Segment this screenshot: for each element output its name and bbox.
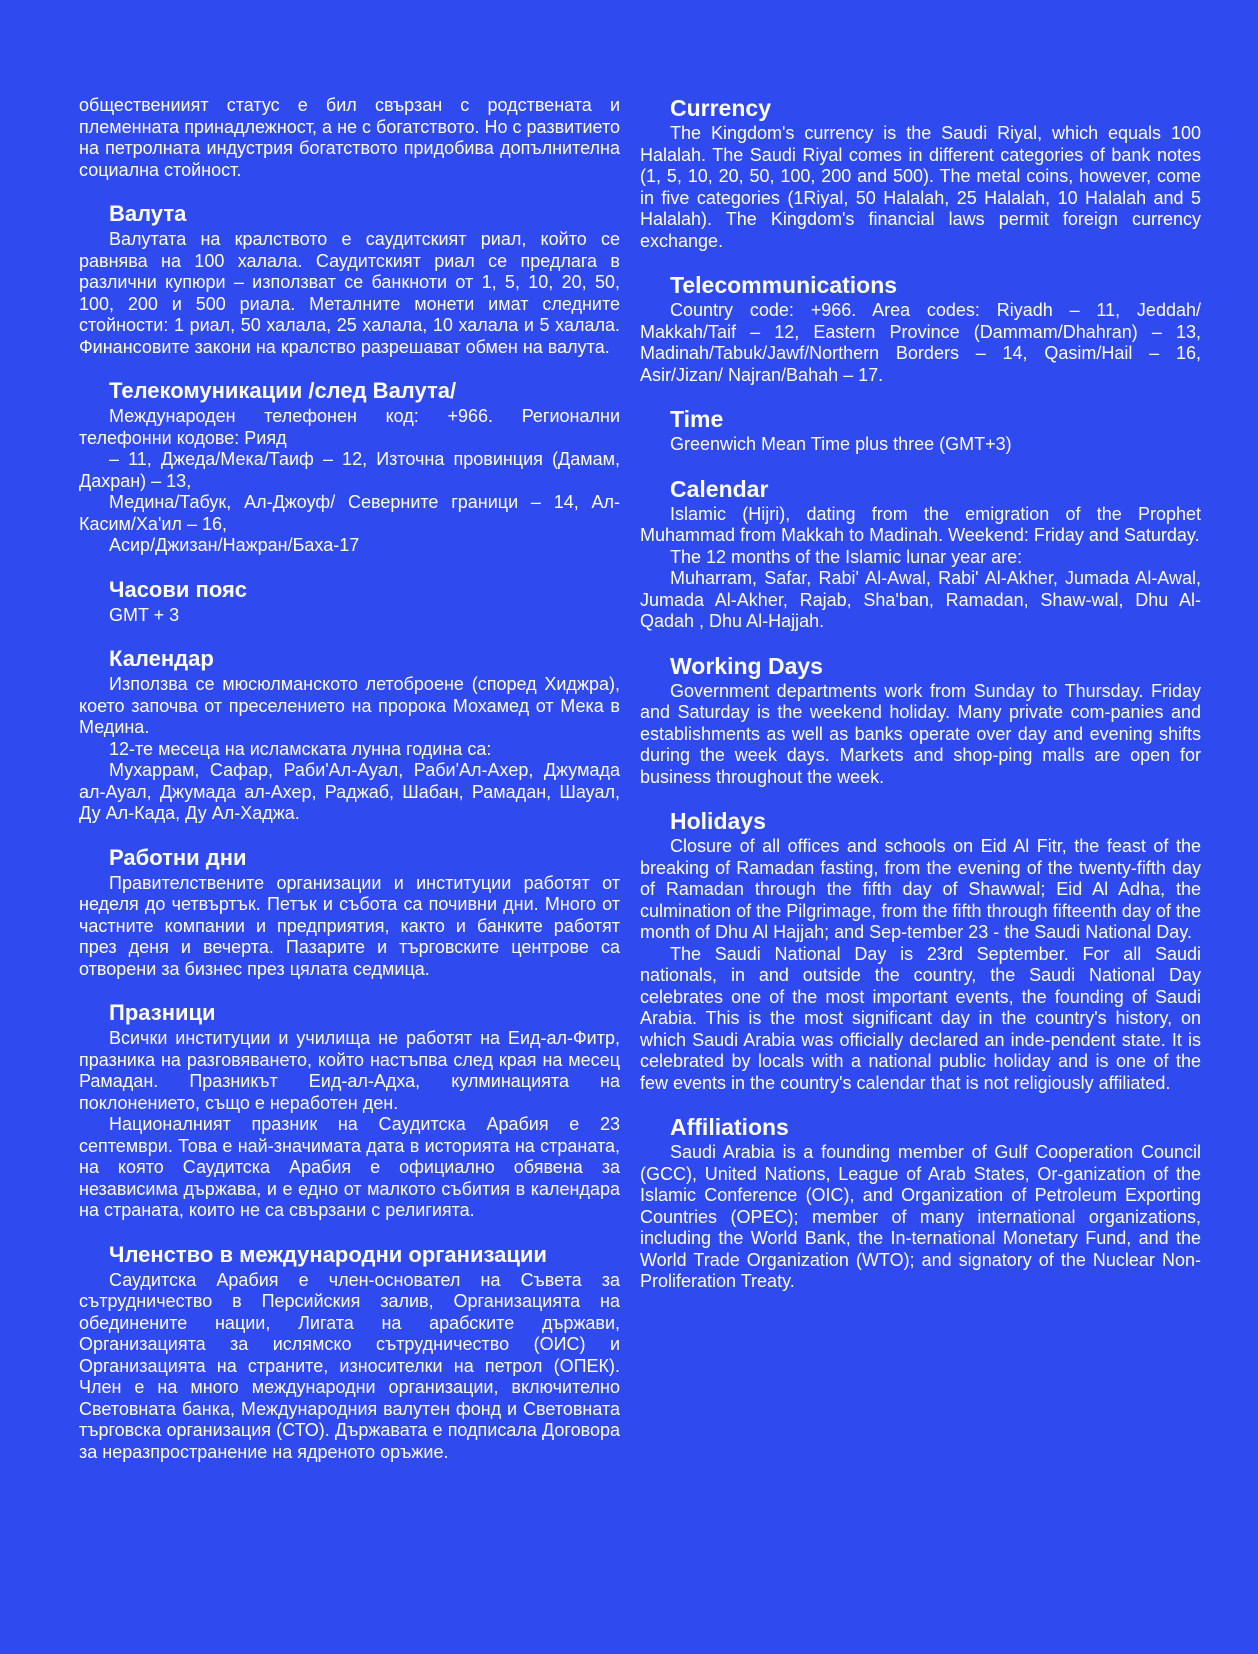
section-paragraph: Международен телефонен код: +966. Регионални телефонни кодове: Рияд [79,406,620,448]
section-calendar-bg [79,646,620,825]
section-paragraph: Медина/Табук, Ал-Джоуф/ Северните граници – 14, Ал-Касим/Ха'ил – 16, [79,492,620,534]
section-paragraph: 12-те месеца на исламската лунна година са: [109,738,492,759]
section-affiliations-en [640,1114,1201,1293]
section-paragraph: GMT + 3 [109,604,180,625]
bulgarian-column [79,95,620,1483]
section-title: Working Days [670,652,823,679]
section-currency-bg [79,201,620,358]
section-title: Календар [109,646,214,671]
section-calendar-en [640,476,1201,633]
section-title: Валута [109,201,187,226]
section-title: Affiliations [670,1114,789,1140]
section-title: Празници [109,1000,216,1025]
section-paragraph: Greenwich Mean Time plus three (GMT+3) [670,434,1012,454]
section-title: Calendar [670,475,769,502]
section-currency-en [640,95,1201,252]
section-affiliations-bg [79,1242,620,1464]
section-paragraph: Saudi Arabia is a founding member of Gulf Cooperation Council (GCC), United Nations, League of Arab States, Or-ganization of the Islamic Conference (OIC), and Organization of Petroleum Exporting Countries (OPEC); member of many international organizations, including the World Bank, the In-ternational Monetary Fund, and the World Trade Organization (WTO); and signatory of the Nuclear Non-Proliferation Treaty. [640,1142,1201,1291]
section-title: Currency [670,95,771,121]
intro-paragraph: обществениият статус е бил свързан с родствената и племенната принадлежност, а не с богатството. Но с развитието на петролната индустрия богатството придобива допълнителна социална стойност. [79,95,620,180]
section-holidays-en [640,808,1201,1094]
section-paragraph: The Saudi National Day is 23rd September. For all Saudi nationals, in and outside the country, the Saudi National Day celebrates one of the most important events, the founding of Saudi Arabia. This is the most significant day in the country's history, on which Saudi Arabia was officially declared an inde-pendent state. It is celebrated by locals with a national public holiday and is one of the few events in the country's calendar that is not religiously affiliated. [640,943,1201,1093]
section-paragraph: Валутата на кралството е саудитският риал, който се равнява на 100 халала. Саудитският риал се предлага в различни купюри – използват се банкноти от 1, 5, 10, 20, 50, 100, 200 и 500 риала. Металните монети имат следните стойности: 1 риал, 50 халала, 25 халала, 10 халала и 5 халала. Финансовите закони на кралство разрешават обмен на валута. [79,229,620,357]
section-title: Работни дни [109,844,247,870]
section-paragraph: The 12 months of the Islamic lunar year are: [670,546,1023,567]
section-paragraph: Closure of all offices and schools on Eid Al Fitr, the feast of the breaking of Ramadan fasting, from the evening of the twenty-fifth day of Ramadan through the fifth day of Shawwal; Eid Al Adha, the culmination of the Pilgrimage, from the fifth through fifteenth day of the month of Dhu Al Hajjah; and Sep-tember 23 - the Saudi National Day. [640,836,1201,942]
section-time-bg [79,577,620,627]
section-paragraph: Всички институции и училища не работят на Еид-ал-Фитр, празника на разговяването, който настъпва след края на месец Рамадан. Празникът Еид-ал-Адха, кулминацията на поклонението, също е неработен ден. [79,1028,620,1113]
section-paragraph: Асир/Джизан/Нажран/Баха-17 [109,535,360,555]
section-paragraph: Националният празник на Саудитска Арабия е 23 септември. Това е най-значимата дата в историята на страната, на която Саудитска Арабия е официално обявена за независима държава, и е едно от малкото събития в календара на страната, които не са свързани с религията. [79,1114,620,1220]
section-paragraph: Muharram, Safar, Rabi' Al-Awal, Rabi' Al-Akher, Jumada Al-Awal, Jumada Al-Akher, Rajab, Sha'ban, Ramadan, Shaw-wal, Dhu Al-Qadah , Dhu Al-Hajjah. [640,568,1201,631]
section-workdays-en [640,653,1201,789]
section-paragraph: Саудитска Арабия е член-основател на Съвета за сътрудничество в Персийския залив, Организацията на обединените нации, Лигата на арабските държави, Организацията за ислямско сътрудничество (ОИС) и Организацията на страните, износителки на петрол (ОПЕК). Член е на много международни организации, включително Световната банка, Международния валутен фонд и Световната търговска организация (СТО). Държавата е подписала Договора за неразпространение на ядреното оръжие. [79,1269,620,1462]
section-title: Telecommunications [670,272,898,298]
english-column [640,95,1201,1313]
section-title: Телекомуникации /след Валута/ [109,378,457,403]
section-holidays-bg [79,1000,620,1222]
section-workdays-bg [79,845,620,981]
section-paragraph: – 11, Джеда/Мека/Таиф – 12, Източна провинция (Дамам, Дахран) – 13, [79,449,620,491]
section-title: Членство в международни организации [109,1241,547,1267]
section-paragraph: Използва се мюсюлманското летоброене (според Хиджра), което започва от преселението на пророка Мохамед от Мека в Медина. [79,674,620,737]
section-paragraph: Мухаррам, Сафар, Раби'Ал-Ауал, Раби'Ал-Ахер, Джумада ал-Ауал, Джумада ал-Ахер, Раджаб, Шабан, Рамадан, Шауал, Ду Ал-Када, Ду Ал-Хаджа. [79,760,620,823]
section-title: Time [670,406,724,432]
section-paragraph: Islamic (Hijri), dating from the emigration of the Prophet Muhammad from Makkah to Madinah. Weekend: Friday and Saturday. [640,503,1201,545]
section-telecom-bg [79,378,620,557]
section-time-en [640,406,1201,456]
section-paragraph: Country code: +966. Area codes: Riyadh – 11, Jeddah/ Makkah/Taif – 12, Eastern Province (Dammam/Dhahran) – 13, Madinah/Tabuk/Jawf/Northern Borders – 14, Qasim/Hail – 16, Asir/Jizan/ Najran/Bahah – 17. [640,300,1201,385]
section-title: Holidays [670,808,766,834]
intro-section [79,95,620,181]
section-paragraph: The Kingdom's currency is the Saudi Riyal, which equals 100 Halalah. The Saudi Riyal comes in different categories of bank notes (1, 5, 10, 20, 50, 100, 200 and 500). The metal coins, however, come in five categories (1Riyal, 50 Halalah, 25 Halalah, 10 Halalah and 5 Halalah). The Kingdom's financial laws permit foreign currency exchange. [640,123,1201,251]
section-title: Часови пояс [109,576,248,602]
section-paragraph: Правителствените организации и институции работят от неделя до четвъртък. Петък и събота са почивни дни. Много от частните компании и предприятия, както и банките работят през деня и вечерта. Пазарите и търговските центрове са отворени за бизнес през цялата седмица. [79,872,620,979]
section-paragraph: Government departments work from Sunday to Thursday. Friday and Saturday is the weekend holiday. Many private com-panies and establishments as well as banks operate over day and evening shifts during the week days. Markets and shop-ping malls are open for business throughout the week. [640,680,1201,787]
section-telecom-en [640,272,1201,386]
